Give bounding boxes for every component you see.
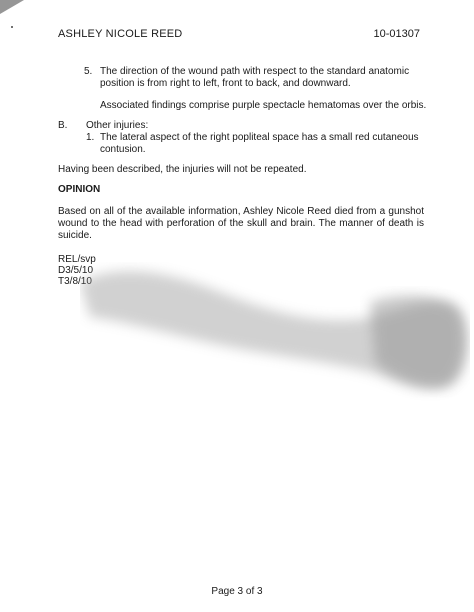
opinion-heading: OPINION [58,184,101,195]
described-note: Having been described, the injuries will not be repeated. [58,164,307,175]
item-number: 5. [84,66,93,77]
dictated-date: D3/5/10 [58,265,94,276]
header-case-number: 10-01307 [373,28,420,40]
section-heading: Other injuries: [86,120,149,131]
header-name: ASHLEY NICOLE REED [58,28,183,40]
other-injury-item-1 [86,132,424,156]
item-text: The direction of the wound path with respect to the standard anatomic position is from right to left, front to back, and downward. [100,66,410,89]
injury-item-5 [84,66,424,90]
opinion-text: Based on all of the available information, Ashley Nicole Reed died from a gunshot wound to the head with perforation of the skull and brain. The manner of death is suicide. [58,206,424,241]
scan-smudge [80,262,470,402]
section-letter: B. [58,120,68,131]
item-text: The lateral aspect of the right popliteal space has a small red cutaneous contusion. [100,132,419,155]
initials-line: REL/svp [58,254,96,265]
transcribed-date: T3/8/10 [58,276,92,287]
item-number: 1. [86,132,95,143]
associated-findings: Associated findings comprise purple spectacle hematomas over the orbis. [100,100,427,111]
scan-dot [11,26,13,28]
page-number: Page 3 of 3 [211,586,263,597]
scan-corner-mark [0,0,24,14]
initials-block [58,254,96,287]
